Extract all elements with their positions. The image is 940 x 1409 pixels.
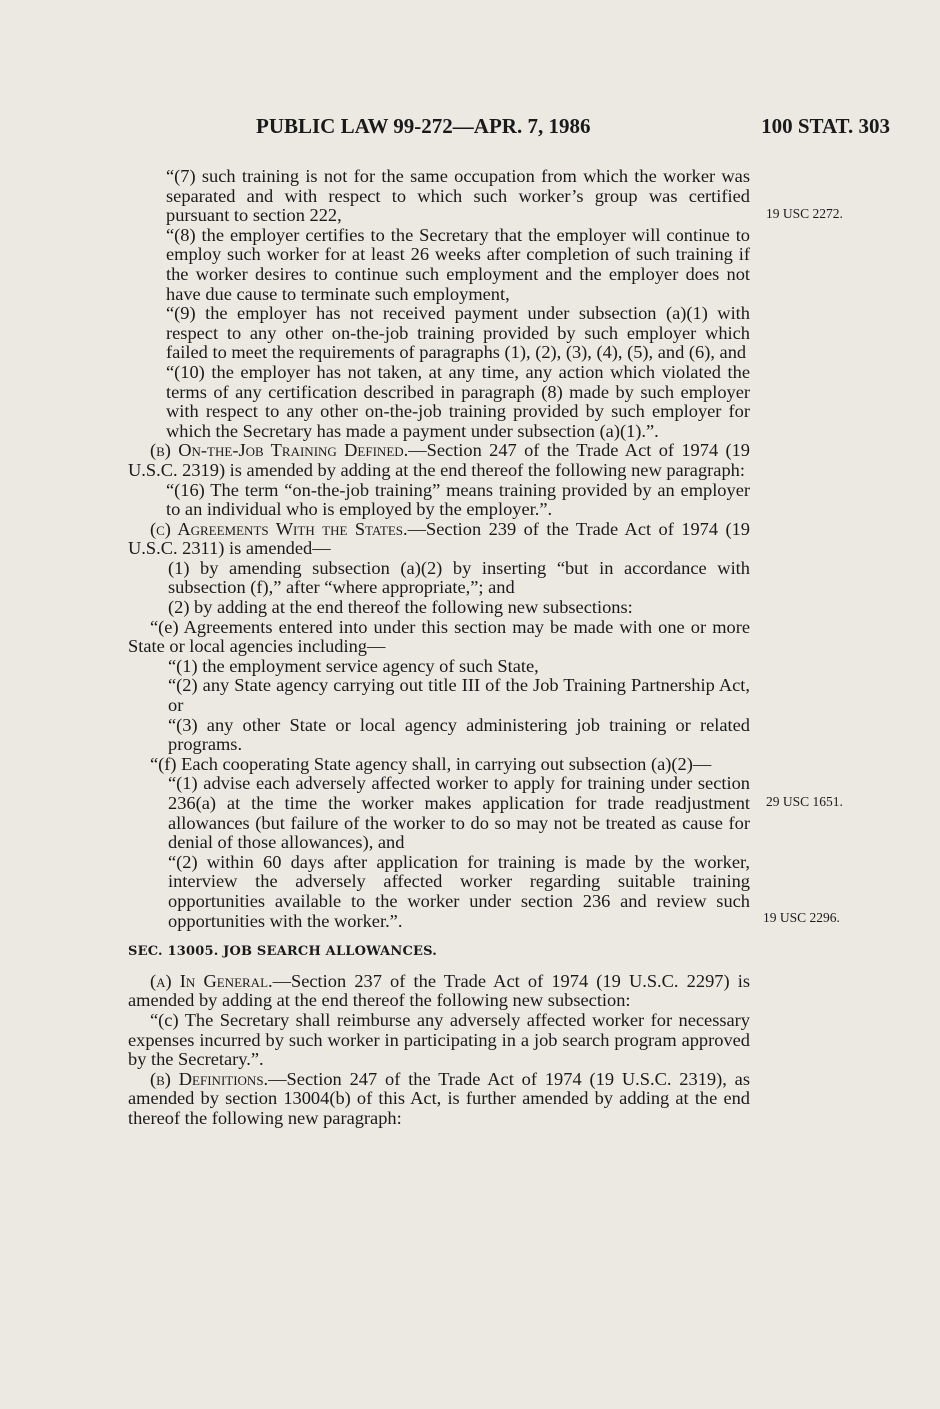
definitions-text: —Section 247 of the Trade Act of 1974 (19 U.S.C. 2319), as amended by section 13004(b) of this Act, is further amended by adding at the end thereof the following new paragraph: <box>128 1068 750 1128</box>
subsection-e-3: “(3) any other State or local agency administering job training or related programs. <box>168 714 750 755</box>
new-subsection-c: “(c) The Secretary shall reimburse any adversely affected worker for necessary expenses incurred by such worker in participating in a job search program approved by the Secretary.”. <box>128 1009 750 1070</box>
subsection-c-text: —Section 239 of the Trade Act of 1974 (19 U.S.C. 2311) is amended— <box>128 518 750 559</box>
paragraph-10: “(10) the employer has not taken, at any time, any action which violated the terms of any certification described in paragraph (8) made by such employer with respect to any other on-the-job training provided by such employer for which the Secretary has made a payment under subsection (a)(1).”. <box>166 361 750 441</box>
subsection-e-1: “(1) the employment service agency of such State, <box>168 655 539 676</box>
statute-page-number: 100 STAT. 303 <box>761 114 890 138</box>
subsection-b <box>128 441 750 480</box>
margin-note-19-usc-2296: 19 USC 2296. <box>763 910 840 925</box>
subsection-c <box>128 520 750 559</box>
subsection-e: “(e) Agreements entered into under this section may be made with one or more State or local agencies including— <box>128 616 750 657</box>
margin-note-19-usc-2272: 19 USC 2272. <box>766 206 843 221</box>
paragraph-7: “(7) such training is not for the same occupation from which the worker was separated and with respect to which such worker’s group was certified pursuant to section 222, <box>166 166 750 226</box>
subsection-f-2: “(2) within 60 days after application for training is made by the worker, interview the adversely affected worker regarding suitable training opportunities available to the worker under section 236 and review such opportunities with the worker.”. <box>168 851 750 931</box>
section-heading: SEC. 13005. JOB SEARCH ALLOWANCES. <box>128 944 438 960</box>
subsection-a-heading: (a) In General. <box>150 970 273 991</box>
definitions-heading: (b) Definitions. <box>150 1068 269 1089</box>
subsection-a-text: —Section 237 of the Trade Act of 1974 (19 U.S.C. 2297) is amended by adding at the end thereof the following new subsection: <box>128 970 750 1011</box>
subsection-c-1: (1) by amending subsection (a)(2) by inserting “but in accordance with subsection (f),” after “where appropriate,”; and <box>168 557 750 598</box>
subsection-c-2: (2) by adding at the end thereof the following new subsections: <box>168 597 633 618</box>
subsection-e-2: “(2) any State agency carrying out title III of the Job Training Partnership Act, or <box>168 675 750 716</box>
paragraph-16: “(16) The term “on-the-job training” means training provided by an employer to an individual who is employed by the employer.”. <box>166 479 750 520</box>
subsection-a <box>128 972 750 1011</box>
subsection-c-heading: (c) Agreements With the States. <box>150 518 408 539</box>
subsection-b-text: —Section 247 of the Trade Act of 1974 (19 U.S.C. 2319) is amended by adding at the end thereof the following new paragraph: <box>128 440 750 480</box>
paragraph-8: “(8) the employer certifies to the Secretary that the employer will continue to employ such worker for at least 26 weeks after completion of such training if the worker desires to continue such employment and the employer does not have due cause to terminate such employment, <box>166 224 750 304</box>
paragraph-9: “(9) the employer has not received payment under subsection (a)(1) with respect to any other on-the-job training provided by such employer which failed to meet the requirements of paragraphs (1), (2), (3), (4), (5), and (6), and <box>166 303 750 363</box>
header-title: PUBLIC LAW 99-272—APR. 7, 1986 <box>256 114 591 138</box>
subsection-f: “(f) Each cooperating State agency shall, in carrying out subsection (a)(2)— <box>150 753 712 774</box>
margin-note-29-usc-1651: 29 USC 1651. <box>766 794 843 809</box>
page-header <box>130 114 890 142</box>
document-body <box>128 167 750 1129</box>
subsection-definitions <box>128 1070 750 1129</box>
subsection-b-heading: (b) On-the-Job Training Defined. <box>150 440 409 461</box>
subsection-f-1: “(1) advise each adversely affected worker to apply for training under section 236(a) at the time the worker makes application for trade readjustment allowances (but failure of the worker to do so may not be treated as cause for denial of those allowances), and <box>168 773 750 853</box>
